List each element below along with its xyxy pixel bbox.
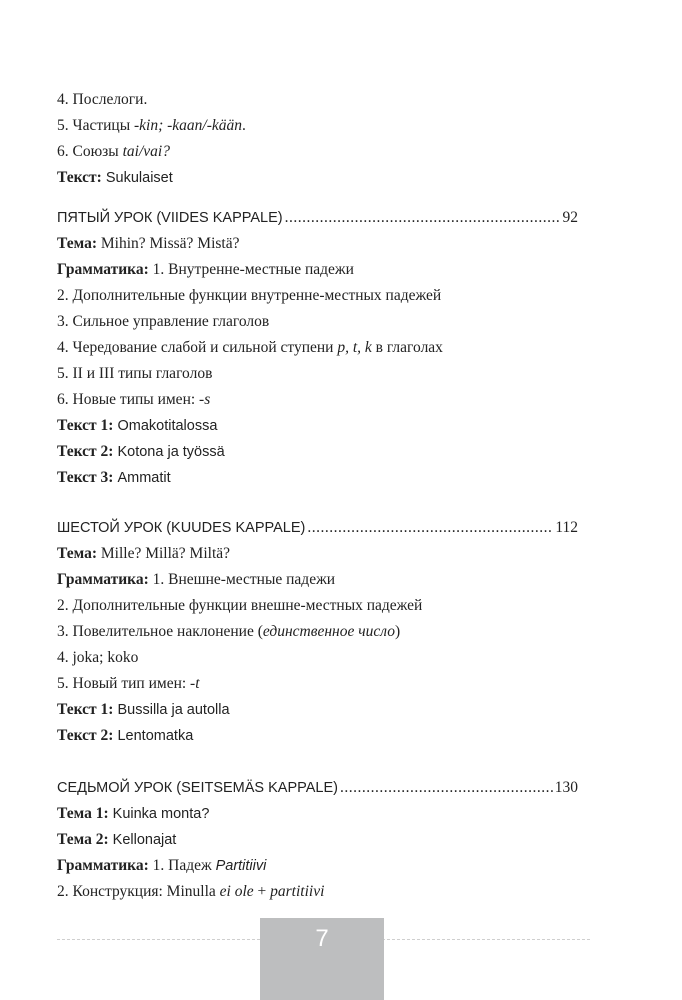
toc-text: Kellonajat [108, 832, 177, 848]
toc-text: 2. Дополнительные функции внешне-местных падежей [57, 597, 423, 614]
toc-line [57, 231, 578, 257]
toc-label: Текст 3: [57, 469, 114, 486]
toc-label: Текст 1: [57, 701, 114, 718]
toc-text-italic: tai/vai? [122, 143, 170, 160]
toc-text: 6. Новые типы имен: [57, 391, 200, 408]
toc-label: Тема: [57, 235, 97, 252]
toc-text-italic: ei ole [219, 883, 254, 900]
lesson-heading[interactable] [57, 205, 578, 231]
toc-line [57, 671, 578, 697]
toc-line [57, 113, 578, 139]
toc-text: 3. Повелительное наклонение ( [57, 623, 263, 640]
toc-line [57, 257, 578, 283]
toc-text: Ammatit [113, 470, 171, 486]
toc-text: Omakotitalossa [113, 418, 218, 434]
toc-text: Kotona ja työssä [113, 444, 225, 460]
toc-label: Тема 1: [57, 805, 109, 822]
toc-label: Грамматика: [57, 571, 149, 588]
toc-text: 5. Новый тип имен: [57, 675, 191, 692]
toc-line [57, 723, 578, 749]
toc-line [57, 879, 578, 905]
toc-line [57, 827, 578, 853]
toc-text-italic: -kin; -kaan/-kään [134, 117, 243, 134]
toc-line [57, 439, 578, 465]
dot-leader [307, 515, 553, 541]
toc-label: Текст 2: [57, 443, 114, 460]
page-ref: 92 [562, 209, 578, 226]
toc-line [57, 283, 578, 309]
lesson-heading[interactable] [57, 775, 578, 801]
toc-line [57, 593, 578, 619]
toc-text-italic: -t [190, 675, 200, 692]
toc-text: 1. Внутренне-местные падежи [148, 261, 354, 278]
lesson-title: СЕДЬМОЙ УРОК (SEITSEMÄS KAPPALE) [57, 780, 338, 796]
toc-text: Mihin? Missä? Mistä? [97, 235, 240, 252]
page-number: 7 [315, 925, 329, 952]
toc-text: 4. Послелоги. [57, 91, 148, 108]
toc-line [57, 335, 578, 361]
toc-label: Текст: [57, 169, 102, 186]
toc-text: . [242, 117, 246, 134]
toc-text: 5. II и III типы глаголов [57, 365, 213, 382]
toc-text: Lentomatka [113, 728, 194, 744]
toc-label: Грамматика: [57, 857, 149, 874]
toc-line [57, 361, 578, 387]
toc-text-italic: единственное число [262, 623, 395, 640]
toc-line [57, 619, 578, 645]
toc-text: 1. Внешне-местные падежи [148, 571, 336, 588]
toc-text-italic: p, t, k [337, 339, 372, 356]
toc-label: Текст 2: [57, 727, 114, 744]
toc-line [57, 139, 578, 165]
toc-line [57, 309, 578, 335]
toc-text: + [253, 883, 271, 900]
toc-label: Текст 1: [57, 417, 114, 434]
lesson-heading[interactable] [57, 515, 578, 541]
toc-line [57, 387, 578, 413]
toc-line [57, 87, 578, 113]
toc-line [57, 165, 578, 191]
toc-text: 2. Конструкция: Minulla [57, 883, 220, 900]
toc-text: 2. Дополнительные функции внутренне-местных падежей [57, 287, 442, 304]
toc-text: Bussilla ja autolla [113, 702, 230, 718]
toc-label: Тема: [57, 545, 97, 562]
table-of-contents [57, 87, 578, 905]
toc-line [57, 541, 578, 567]
toc-text: в глаголах [371, 339, 443, 356]
page-ref: 130 [554, 779, 578, 796]
toc-text: 5. Частицы [57, 117, 134, 134]
toc-text: Kuinka monta? [108, 806, 210, 822]
page-number-box [260, 918, 384, 1000]
toc-text-italic: -s [199, 391, 211, 408]
toc-text: 1. Падеж [148, 857, 216, 874]
toc-text: 6. Союзы [57, 143, 123, 160]
toc-line [57, 801, 578, 827]
page-ref: 112 [555, 519, 578, 536]
toc-text: 3. Сильное управление глаголов [57, 313, 270, 330]
toc-line [57, 465, 578, 491]
toc-line [57, 853, 578, 879]
toc-text: Sukulaiset [101, 170, 173, 186]
toc-text: ) [394, 623, 401, 640]
toc-text: 4. joka; koko [57, 649, 139, 666]
toc-text: Mille? Millä? Miltä? [97, 545, 231, 562]
toc-line [57, 567, 578, 593]
toc-line [57, 645, 578, 671]
toc-text: 4. Чередование слабой и сильной ступени [57, 339, 338, 356]
toc-text-italic: partitiivi [270, 883, 325, 900]
toc-label: Грамматика: [57, 261, 149, 278]
toc-text-italic: Partitiivi [215, 858, 267, 874]
lesson-title: ПЯТЫЙ УРОК (VIIDES KAPPALE) [57, 210, 283, 226]
toc-line [57, 697, 578, 723]
lesson-title: ШЕСТОЙ УРОК (KUUDES KAPPALE) [57, 520, 306, 536]
dot-leader [285, 205, 561, 231]
toc-line [57, 413, 578, 439]
dot-leader [340, 775, 553, 801]
toc-label: Тема 2: [57, 831, 109, 848]
